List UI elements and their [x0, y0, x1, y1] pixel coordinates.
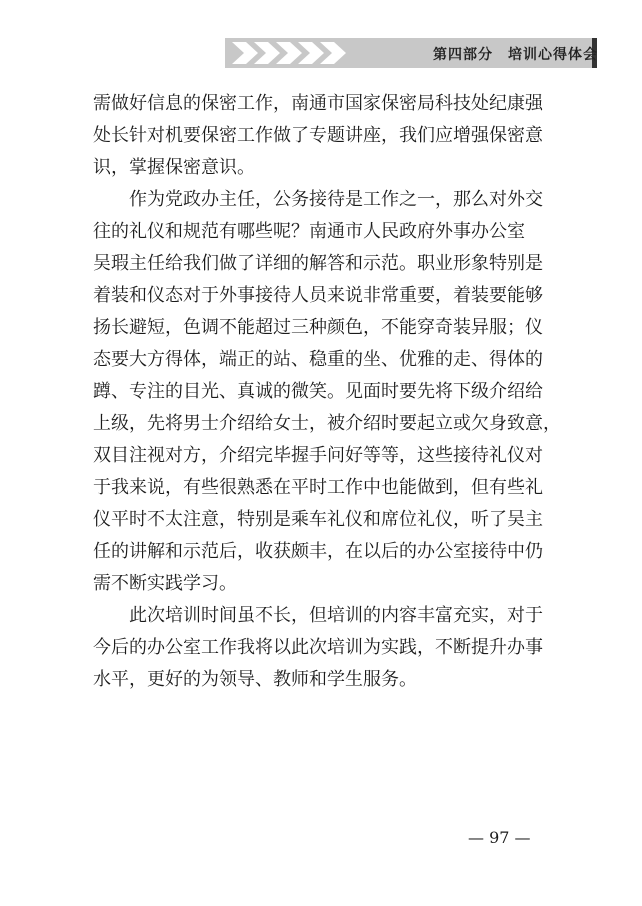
page-body [93, 88, 563, 696]
text-line: 今后的办公室工作我将以此次培训为实践，不断提升办事 [93, 637, 543, 658]
text-line: 态要大方得体，端正的站、稳重的坐、优雅的走、得体的 [93, 349, 543, 370]
paragraph-2 [93, 184, 563, 600]
page-number: — 97 — [468, 828, 531, 847]
text-line: 此次培训时间虽不长，但培训的内容丰富充实，对于 [129, 605, 543, 626]
text-line: 识，掌握保密意识。 [93, 157, 255, 178]
text-line: 于我来说，有些很熟悉在平时工作中也能做到，但有些礼 [93, 477, 543, 498]
text-line: 双目注视对方，介绍完毕握手问好等等，这些接待礼仪对 [93, 445, 543, 466]
text-line: 需做好信息的保密工作，南通市国家保密局科技处纪康强 [93, 93, 543, 114]
text-line: 任的讲解和示范后，收获颇丰，在以后的办公室接待中仍 [93, 541, 543, 562]
running-header [0, 36, 642, 76]
text-line: 扬长避短，色调不能超过三种颜色，不能穿奇装异服；仪 [93, 317, 543, 338]
text-line: 往的礼仪和规范有哪些呢？南通市人民政府外事办公室 [93, 221, 525, 242]
text-line: 作为党政办主任，公务接待是工作之一，那么对外交 [129, 189, 543, 210]
text-line: 上级，先将男士介绍给女士，被介绍时要起立或欠身致意， [93, 413, 561, 434]
paragraph-3 [93, 600, 563, 696]
text-line: 仪平时不太注意，特别是乘车礼仪和席位礼仪，听了吴主 [93, 509, 543, 530]
text-line: 着装和仪态对于外事接待人员来说非常重要，着装要能够 [93, 285, 543, 306]
text-line: 需不断实践学习。 [93, 573, 237, 594]
text-line: 处长针对机要保密工作做了专题讲座，我们应增强保密意 [93, 125, 543, 146]
text-line: 蹲、专注的目光、真诚的微笑。见面时要先将下级介绍给 [93, 381, 543, 402]
section-title: 第四部分 培训心得体会 [433, 47, 598, 63]
paragraph-1 [93, 88, 563, 184]
text-line: 吴瑕主任给我们做了详细的解答和示范。职业形象特别是 [93, 253, 543, 274]
text-line: 水平，更好的为领导、教师和学生服务。 [93, 669, 417, 690]
